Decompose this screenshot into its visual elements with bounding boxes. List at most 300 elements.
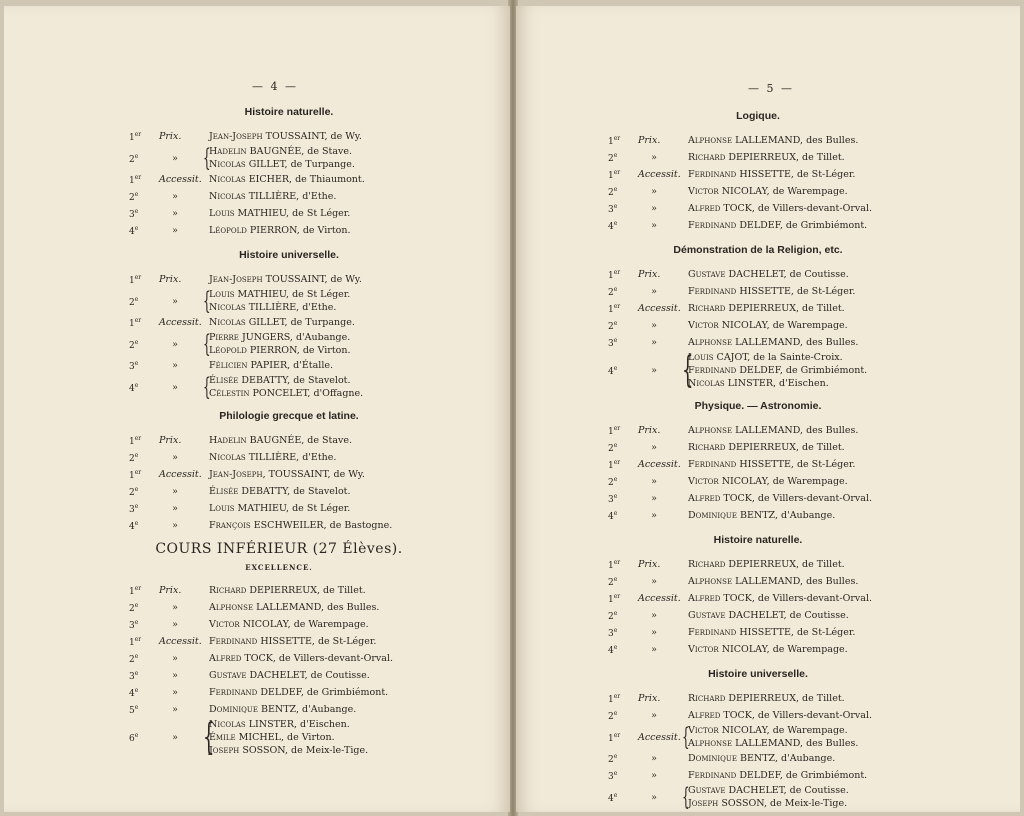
surname-origin: GILLET, de Turpange. (248, 159, 355, 170)
surname-origin: LALLEMAND, des Bulles. (735, 135, 859, 146)
student-name (688, 724, 858, 737)
first-name: Louis (209, 289, 235, 300)
first-name: Louis (209, 503, 235, 514)
first-name: Célestin (209, 388, 250, 399)
award-type: » (172, 602, 178, 613)
rank-number: 3 (608, 495, 614, 505)
award-rank (129, 379, 159, 396)
rank-suffix: e (613, 791, 618, 799)
award-row (608, 573, 908, 590)
first-name: François (209, 520, 251, 531)
surname-origin: LALLEMAND, des Bulles. (735, 576, 859, 587)
award-row (608, 422, 908, 439)
first-name: Victor (688, 725, 719, 736)
student-name (209, 190, 336, 203)
student-name (209, 519, 392, 532)
rank-number: 1 (129, 276, 135, 286)
first-name: Alfred (688, 593, 721, 604)
student-names (209, 718, 368, 757)
award-row (129, 667, 429, 684)
student-names (209, 224, 351, 237)
surname-origin: PONCELET, d'Offagne. (252, 388, 364, 399)
first-name: Dominique (209, 704, 258, 715)
first-name: Ferdinand (688, 627, 737, 638)
rank-number: 1 (129, 638, 135, 648)
award-type: » (651, 627, 657, 638)
student-name (688, 319, 848, 332)
rank-suffix: er (613, 425, 621, 432)
course-heading: COURS INFÉRIEUR (27 Élèves). (155, 541, 403, 557)
first-name: Nicolas (688, 378, 725, 389)
award-type: » (651, 337, 657, 348)
rank-suffix: e (134, 687, 139, 694)
award-row (608, 724, 908, 750)
award-type: » (172, 338, 178, 350)
award-row (608, 132, 908, 149)
surname-origin: DELDEF, de Grimbiémont. (739, 220, 868, 231)
student-name (688, 302, 845, 315)
student-name (209, 173, 365, 186)
rank-number: 1 (129, 471, 135, 481)
rank-number: 2 (608, 478, 614, 488)
student-name (688, 752, 835, 765)
award-row (129, 188, 429, 205)
rank-number: 5 (129, 706, 135, 716)
first-name: Ferdinand (688, 770, 737, 781)
rank-suffix: e (613, 365, 618, 372)
first-name: Félicien (209, 360, 248, 371)
student-name (209, 584, 366, 597)
surname-origin: MICHEL, de Virton. (238, 732, 335, 743)
award-row (129, 271, 429, 288)
first-name: Nicolas (209, 191, 246, 202)
award-type: » (172, 295, 178, 307)
student-names (688, 268, 849, 281)
student-names (209, 686, 388, 699)
award-type: » (172, 732, 178, 743)
first-name: Alphonse (688, 135, 733, 146)
award-rank (608, 607, 638, 624)
student-name (688, 709, 872, 722)
rank-number: 1 (608, 171, 614, 181)
award-type: Prix. (159, 435, 182, 446)
rank-suffix: e (134, 503, 139, 510)
student-name (688, 268, 849, 281)
rank-suffix: e (134, 704, 139, 711)
award-rank (608, 750, 638, 767)
student-name (688, 784, 849, 797)
first-name: Émile (209, 732, 236, 743)
student-names (688, 752, 835, 765)
student-name (688, 351, 867, 364)
surname-origin: TOCK, de Villers-devant-Orval. (723, 593, 872, 604)
surname-origin: DELDEF, de Grimbiémont. (739, 365, 868, 376)
student-name (209, 301, 350, 314)
first-name: Alphonse (688, 576, 733, 587)
award-type: » (651, 644, 657, 655)
first-name: Victor (688, 644, 719, 655)
surname-origin: DEPIERREUX, de Tillet. (728, 442, 845, 453)
student-name (688, 737, 858, 750)
award-row (608, 707, 908, 724)
award-rank (608, 507, 638, 524)
student-name (209, 731, 368, 744)
award-row (608, 607, 908, 624)
award-rank (608, 556, 638, 573)
first-name: Richard (688, 693, 726, 704)
rank-suffix: e (613, 510, 618, 517)
surname-origin: NICOLAY, de Warempage. (721, 644, 848, 655)
award-rank (608, 590, 638, 607)
student-names (688, 626, 855, 639)
student-names (688, 351, 867, 390)
student-name (688, 424, 858, 437)
surname-origin: HISSETTE, de St-Léger. (260, 636, 377, 647)
rank-suffix: e (134, 520, 139, 527)
section-heading: Démonstration de la Religion, etc. (673, 244, 843, 256)
right-page (516, 6, 1020, 812)
student-names (209, 468, 365, 481)
surname-origin: CAJOT, de la Sainte-Croix. (716, 352, 843, 363)
award-row (608, 217, 908, 234)
student-names (209, 173, 365, 186)
student-name (688, 285, 855, 298)
award-rank (129, 205, 159, 222)
student-names (688, 441, 845, 454)
surname-origin: TOUSSAINT, de Wy. (265, 274, 362, 285)
rank-number: 2 (129, 154, 135, 165)
rank-number: 2 (608, 322, 614, 332)
student-name (209, 451, 336, 464)
surname-origin: LALLEMAND, des Bulles. (735, 425, 859, 436)
rank-suffix: e (613, 337, 618, 344)
first-name: Alfred (209, 653, 242, 664)
award-row (129, 718, 429, 757)
award-rank (129, 293, 159, 310)
first-name: Alfred (688, 203, 721, 214)
rank-suffix: e (613, 186, 618, 193)
surname-origin: BAUGNÉE, de Stave. (249, 146, 353, 157)
student-names (688, 185, 848, 198)
first-name: Hadelin (209, 435, 247, 446)
first-name: Nicolas (209, 317, 246, 328)
rank-suffix: er (613, 593, 621, 600)
award-row (608, 317, 908, 334)
award-rank (608, 473, 638, 490)
award-type: » (651, 493, 657, 504)
award-row (608, 690, 908, 707)
first-name: Richard (688, 559, 726, 570)
student-names (209, 485, 351, 498)
surname-origin: LALLEMAND, des Bulles. (256, 602, 380, 613)
rank-number: 1 (608, 271, 614, 281)
award-type: » (172, 452, 178, 463)
rank-number: 2 (608, 444, 614, 454)
student-name (209, 273, 362, 286)
student-name (688, 592, 872, 605)
surname-origin: BENTZ, d'Aubange. (260, 704, 357, 715)
award-type: » (172, 670, 178, 681)
brace-mark: { (682, 350, 694, 391)
award-type: » (172, 687, 178, 698)
surname-origin: DEPIERREUX, de Tillet. (249, 585, 366, 596)
award-type: » (651, 320, 657, 331)
surname-origin: TILLIÈRE, d'Ethe. (248, 302, 337, 313)
award-row (129, 222, 429, 239)
rank-number: 2 (608, 712, 614, 722)
section-heading: Histoire naturelle. (244, 106, 334, 118)
student-names (688, 302, 845, 315)
student-name (688, 168, 855, 181)
rank-number: 2 (608, 188, 614, 198)
rank-suffix: e (134, 452, 139, 459)
student-names (688, 202, 872, 215)
award-rank (608, 573, 638, 590)
surname-origin: TILLIÈRE, d'Ethe. (248, 452, 337, 463)
award-row (129, 128, 429, 145)
award-rank (129, 222, 159, 239)
surname-origin: NICOLAY, de Warempage. (721, 725, 848, 736)
rank-suffix: e (134, 732, 139, 739)
rank-suffix: e (613, 627, 618, 634)
rank-number: 1 (608, 695, 614, 705)
surname-origin: DACHELET, de Coutisse. (728, 785, 849, 796)
award-type: Accessit. (638, 459, 681, 470)
surname-origin: LINSTER, d'Eischen. (248, 719, 350, 730)
award-rank (608, 300, 638, 317)
student-name (209, 502, 350, 515)
award-rank (129, 701, 159, 718)
award-row (129, 500, 429, 517)
award-type: Accessit. (159, 317, 202, 328)
brace-mark: { (682, 783, 690, 811)
first-name: Ferdinand (688, 365, 737, 376)
award-row (608, 641, 908, 658)
first-name: Joseph (209, 745, 240, 756)
award-type: Prix. (159, 274, 182, 285)
student-names (688, 769, 867, 782)
section-heading: Physique. — Astronomie. (694, 400, 822, 412)
surname-origin: MATHIEU, de St Léger. (237, 503, 351, 514)
surname-origin: BENTZ, d'Aubange. (739, 510, 836, 521)
rank-suffix: e (613, 286, 618, 293)
student-name (688, 151, 845, 164)
surname-origin: LALLEMAND, des Bulles. (735, 337, 859, 348)
award-type: Accessit. (638, 169, 681, 180)
award-row (129, 331, 429, 357)
rank-number: 1 (608, 561, 614, 571)
surname-origin: PIERRON, de Virton. (249, 225, 351, 236)
award-rank (129, 171, 159, 188)
award-type: Prix. (638, 135, 661, 146)
rank-number: 2 (129, 340, 135, 351)
award-rank (129, 150, 159, 167)
rank-suffix: er (613, 731, 621, 739)
surname-origin: DEPIERREUX, de Tillet. (728, 303, 845, 314)
surname-origin: SOSSON, de Meix-le-Tige. (242, 745, 369, 756)
section-heading: Philologie grecque et latine. (219, 410, 359, 422)
student-name (688, 134, 858, 147)
rank-suffix: e (134, 191, 139, 198)
student-names (209, 359, 333, 372)
rank-suffix: e (613, 644, 618, 651)
award-rank (608, 132, 638, 149)
rank-number: 3 (129, 672, 135, 682)
student-names (688, 458, 855, 471)
student-name (688, 575, 858, 588)
surname-origin: TILLIÈRE, d'Ethe. (248, 191, 337, 202)
rank-suffix: er (134, 317, 142, 324)
brace-mark: { (203, 717, 215, 758)
student-name (688, 202, 872, 215)
first-name: Élisée (209, 486, 239, 497)
student-name (209, 718, 368, 731)
rank-number: 1 (608, 137, 614, 147)
student-name (688, 626, 855, 639)
section-heading: Histoire universelle. (239, 249, 339, 261)
award-type: Accessit. (638, 593, 681, 604)
award-row (608, 490, 908, 507)
surname-origin: TOCK, de Villers-devant-Orval. (244, 653, 393, 664)
student-names (209, 451, 336, 464)
student-name (209, 374, 363, 387)
award-row (129, 357, 429, 374)
surname-origin: MATHIEU, de St Léger. (237, 208, 351, 219)
rank-number: 3 (608, 629, 614, 639)
first-name: Ferdinand (688, 459, 737, 470)
award-row (608, 473, 908, 490)
rank-suffix: er (134, 636, 142, 643)
surname-origin: BAUGNÉE, de Stave. (249, 435, 353, 446)
student-name (688, 364, 867, 377)
student-names (209, 669, 370, 682)
award-row (129, 650, 429, 667)
rank-number: 4 (608, 367, 614, 377)
student-names (688, 336, 858, 349)
surname-origin: LINSTER, d'Eischen. (727, 378, 829, 389)
award-type: » (172, 486, 178, 497)
surname-origin: DELDEF, de Grimbiémont. (260, 687, 389, 698)
left-page (4, 6, 510, 812)
page-number: — 4 — (252, 80, 298, 93)
student-names (209, 374, 363, 400)
surname-origin: HISSETTE, de St-Léger. (739, 169, 856, 180)
surname-origin: HISSETTE, de St-Léger. (739, 627, 856, 638)
rank-number: 6 (129, 734, 135, 744)
rank-number: 1 (129, 437, 135, 447)
surname-origin: NICOLAY, de Warempage. (721, 320, 848, 331)
rank-number: 1 (608, 427, 614, 437)
award-row (608, 750, 908, 767)
first-name: Pierre (209, 332, 239, 343)
surname-origin: DEPIERREUX, de Tillet. (728, 693, 845, 704)
section-heading: Histoire naturelle. (713, 534, 803, 546)
award-row (608, 624, 908, 641)
student-names (688, 475, 848, 488)
student-name (209, 359, 333, 372)
student-names (688, 558, 845, 571)
surname-origin: MATHIEU, de St Léger. (237, 289, 351, 300)
surname-origin: EICHER, de Thiaumont. (248, 174, 365, 185)
rank-number: 4 (129, 689, 135, 699)
student-names (688, 592, 872, 605)
award-type: Accessit. (159, 174, 202, 185)
subsection-heading: EXCELLENCE. (245, 563, 313, 572)
award-row (129, 171, 429, 188)
award-rank (608, 641, 638, 658)
award-rank (608, 456, 638, 473)
award-row (129, 288, 429, 314)
surname-origin: TOCK, de Villers-devant-Orval. (723, 203, 872, 214)
first-name: Joseph (688, 798, 719, 809)
award-row (608, 283, 908, 300)
student-names (209, 618, 369, 631)
student-name (688, 458, 855, 471)
first-name: Victor (688, 186, 719, 197)
student-name (688, 185, 848, 198)
student-name (209, 224, 351, 237)
award-row (608, 439, 908, 456)
award-rank (608, 283, 638, 300)
first-name: Léopold (209, 225, 247, 236)
surname-origin: NICOLAY, de Warempage. (242, 619, 369, 630)
surname-origin: TOCK, de Villers-devant-Orval. (723, 493, 872, 504)
rank-suffix: er (134, 469, 142, 476)
award-type: » (651, 442, 657, 453)
surname-origin: DACHELET, de Coutisse. (728, 269, 849, 280)
rank-suffix: er (613, 269, 621, 276)
first-name: Élisée (209, 375, 239, 386)
left-page-content (129, 102, 429, 757)
award-row (608, 300, 908, 317)
student-names (209, 703, 356, 716)
first-name: Ferdinand (209, 687, 258, 698)
award-type: Prix. (638, 269, 661, 280)
student-name (209, 145, 355, 158)
surname-origin: ESCHWEILER, de Bastogne. (253, 520, 393, 531)
award-rank (129, 432, 159, 449)
surname-origin: DEBATTY, de Stavelot. (241, 375, 351, 386)
student-name (209, 635, 376, 648)
award-rank (608, 266, 638, 283)
first-name: Nicolas (209, 452, 246, 463)
rank-suffix: e (613, 476, 618, 483)
surname-origin: NICOLAY, de Warempage. (721, 476, 848, 487)
student-names (688, 151, 845, 164)
award-type: » (172, 381, 178, 393)
rank-suffix: er (613, 459, 621, 466)
award-rank (129, 466, 159, 483)
award-type: » (651, 152, 657, 163)
surname-origin: TOUSSAINT, de Wy. (268, 469, 365, 480)
first-name: Victor (688, 320, 719, 331)
surname-origin: GILLET, de Turpange. (248, 317, 355, 328)
award-row (129, 599, 429, 616)
award-type: » (651, 753, 657, 764)
rank-number: 2 (608, 288, 614, 298)
rank-number: 2 (129, 655, 135, 665)
award-rank (608, 149, 638, 166)
award-type: » (651, 186, 657, 197)
student-name (688, 219, 867, 232)
award-rank (129, 667, 159, 684)
award-type: » (651, 365, 657, 376)
award-type: Accessit. (638, 303, 681, 314)
rank-suffix: er (134, 131, 142, 138)
student-names (688, 319, 848, 332)
student-name (209, 158, 355, 171)
award-type: » (651, 710, 657, 721)
